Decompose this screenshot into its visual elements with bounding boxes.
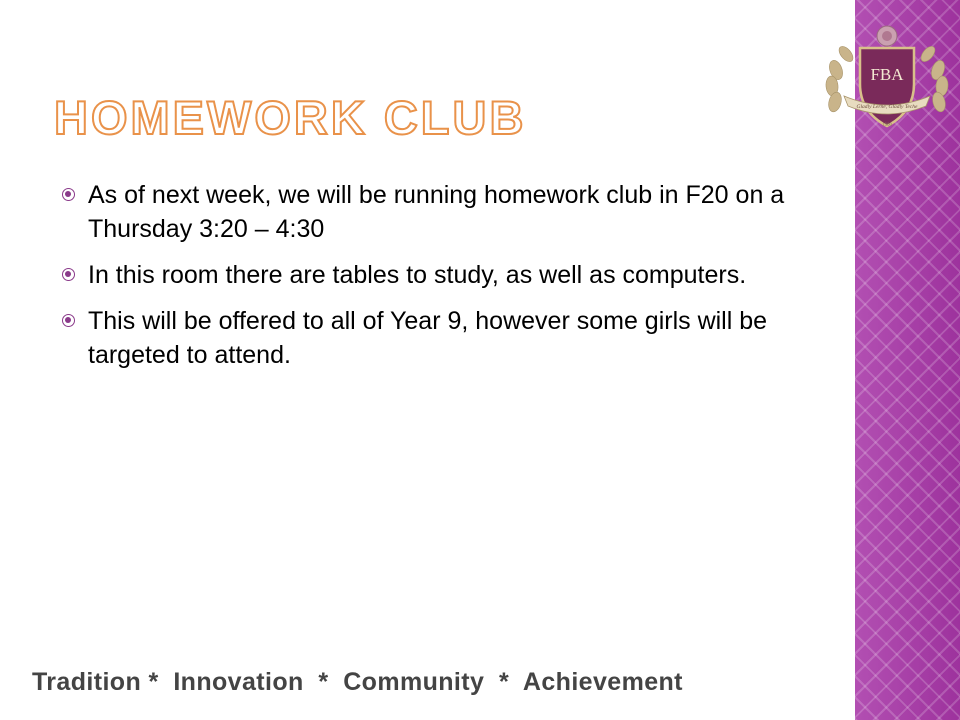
school-crest-logo [822,22,952,134]
bullet-circle-icon [62,188,75,201]
bullet-item [62,304,822,372]
crest-motto: Gladly Lerne, Gladly Teche [856,104,918,110]
slide-title: HOMEWORK CLUB [54,91,527,144]
bullet-circle-icon [62,314,75,327]
crest-year: 1900 [882,123,892,128]
bullet-text: As of next week, we will be running homework club in F20 on a Thursday 3:20 – 4:30 [88,181,785,243]
bullet-item [62,178,822,246]
footer-values: Tradition * Innovation * Community * Achievement [32,668,683,696]
bullet-circle-icon [62,268,75,281]
bullet-list [62,178,822,384]
bullet-text: This will be offered to all of Year 9, however some girls will be targeted to attend. [88,307,768,369]
bullet-text: In this room there are tables to study, as well as computers. [88,261,747,289]
crest-initials: FBA [870,65,904,84]
bullet-item [62,258,822,292]
